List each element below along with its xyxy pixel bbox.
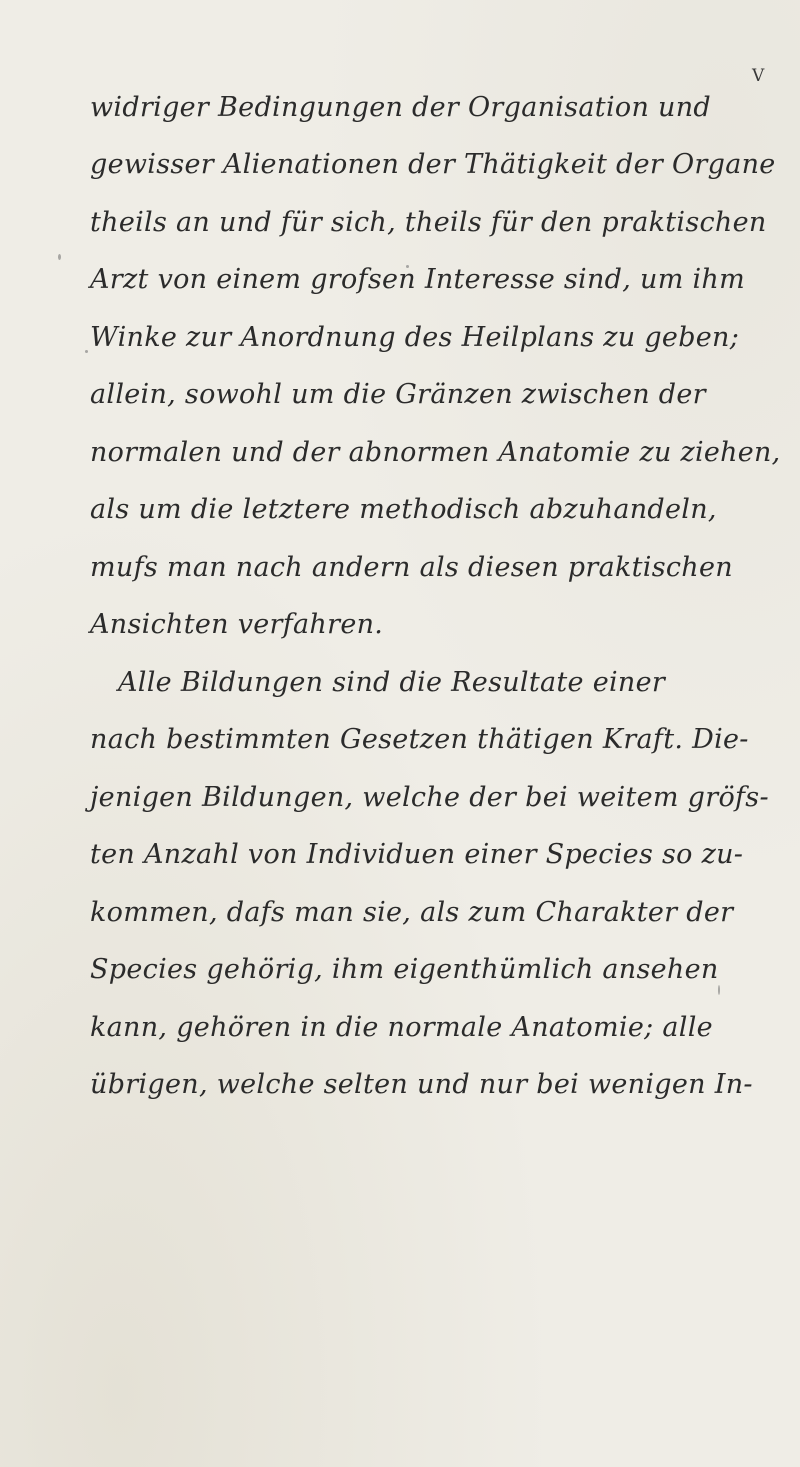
text-line: gewisser Alienationen der Thätigkeit der Organe [90,149,776,180]
text-line: nach bestimmten Gesetzen thätigen Kraft. Die- [90,724,749,755]
page-number: V [752,66,765,86]
text-line: als um die letztere methodisch abzuhandeln, [90,494,717,525]
text-line: ten Anzahl von Individuen einer Species so zu- [90,839,744,870]
text-line: Ansichten verfahren. [90,609,384,640]
text-line: jenigen Bildungen, welche der bei weitem gröfs- [90,782,769,813]
text-line: allein, sowohl um die Gränzen zwischen der [90,379,706,410]
text-line: Alle Bildungen sind die Resultate einer [118,667,666,698]
text-line: widriger Bedingungen der Organisation und [90,92,711,123]
text-line: kann, gehören in die normale Anatomie; alle [90,1012,713,1043]
text-line: mufs man nach andern als diesen praktischen [90,552,733,583]
paper-speck [718,985,720,995]
paper-speck [58,254,61,260]
text-line: übrigen, welche selten und nur bei wenigen In- [90,1069,753,1100]
text-line: Arzt von einem grofsen Interesse sind, um ihm [90,264,746,295]
text-line: normalen und der abnormen Anatomie zu ziehen, [90,437,781,468]
text-line: kommen, dafs man sie, als zum Charakter der [90,897,734,928]
text-line: Species gehörig, ihm eigenthümlich ansehen [90,954,719,985]
text-line: theils an und für sich, theils für den praktischen [90,207,767,238]
paper-speck [85,350,88,353]
text-line: Winke zur Anordnung des Heilplans zu geben; [90,322,740,353]
